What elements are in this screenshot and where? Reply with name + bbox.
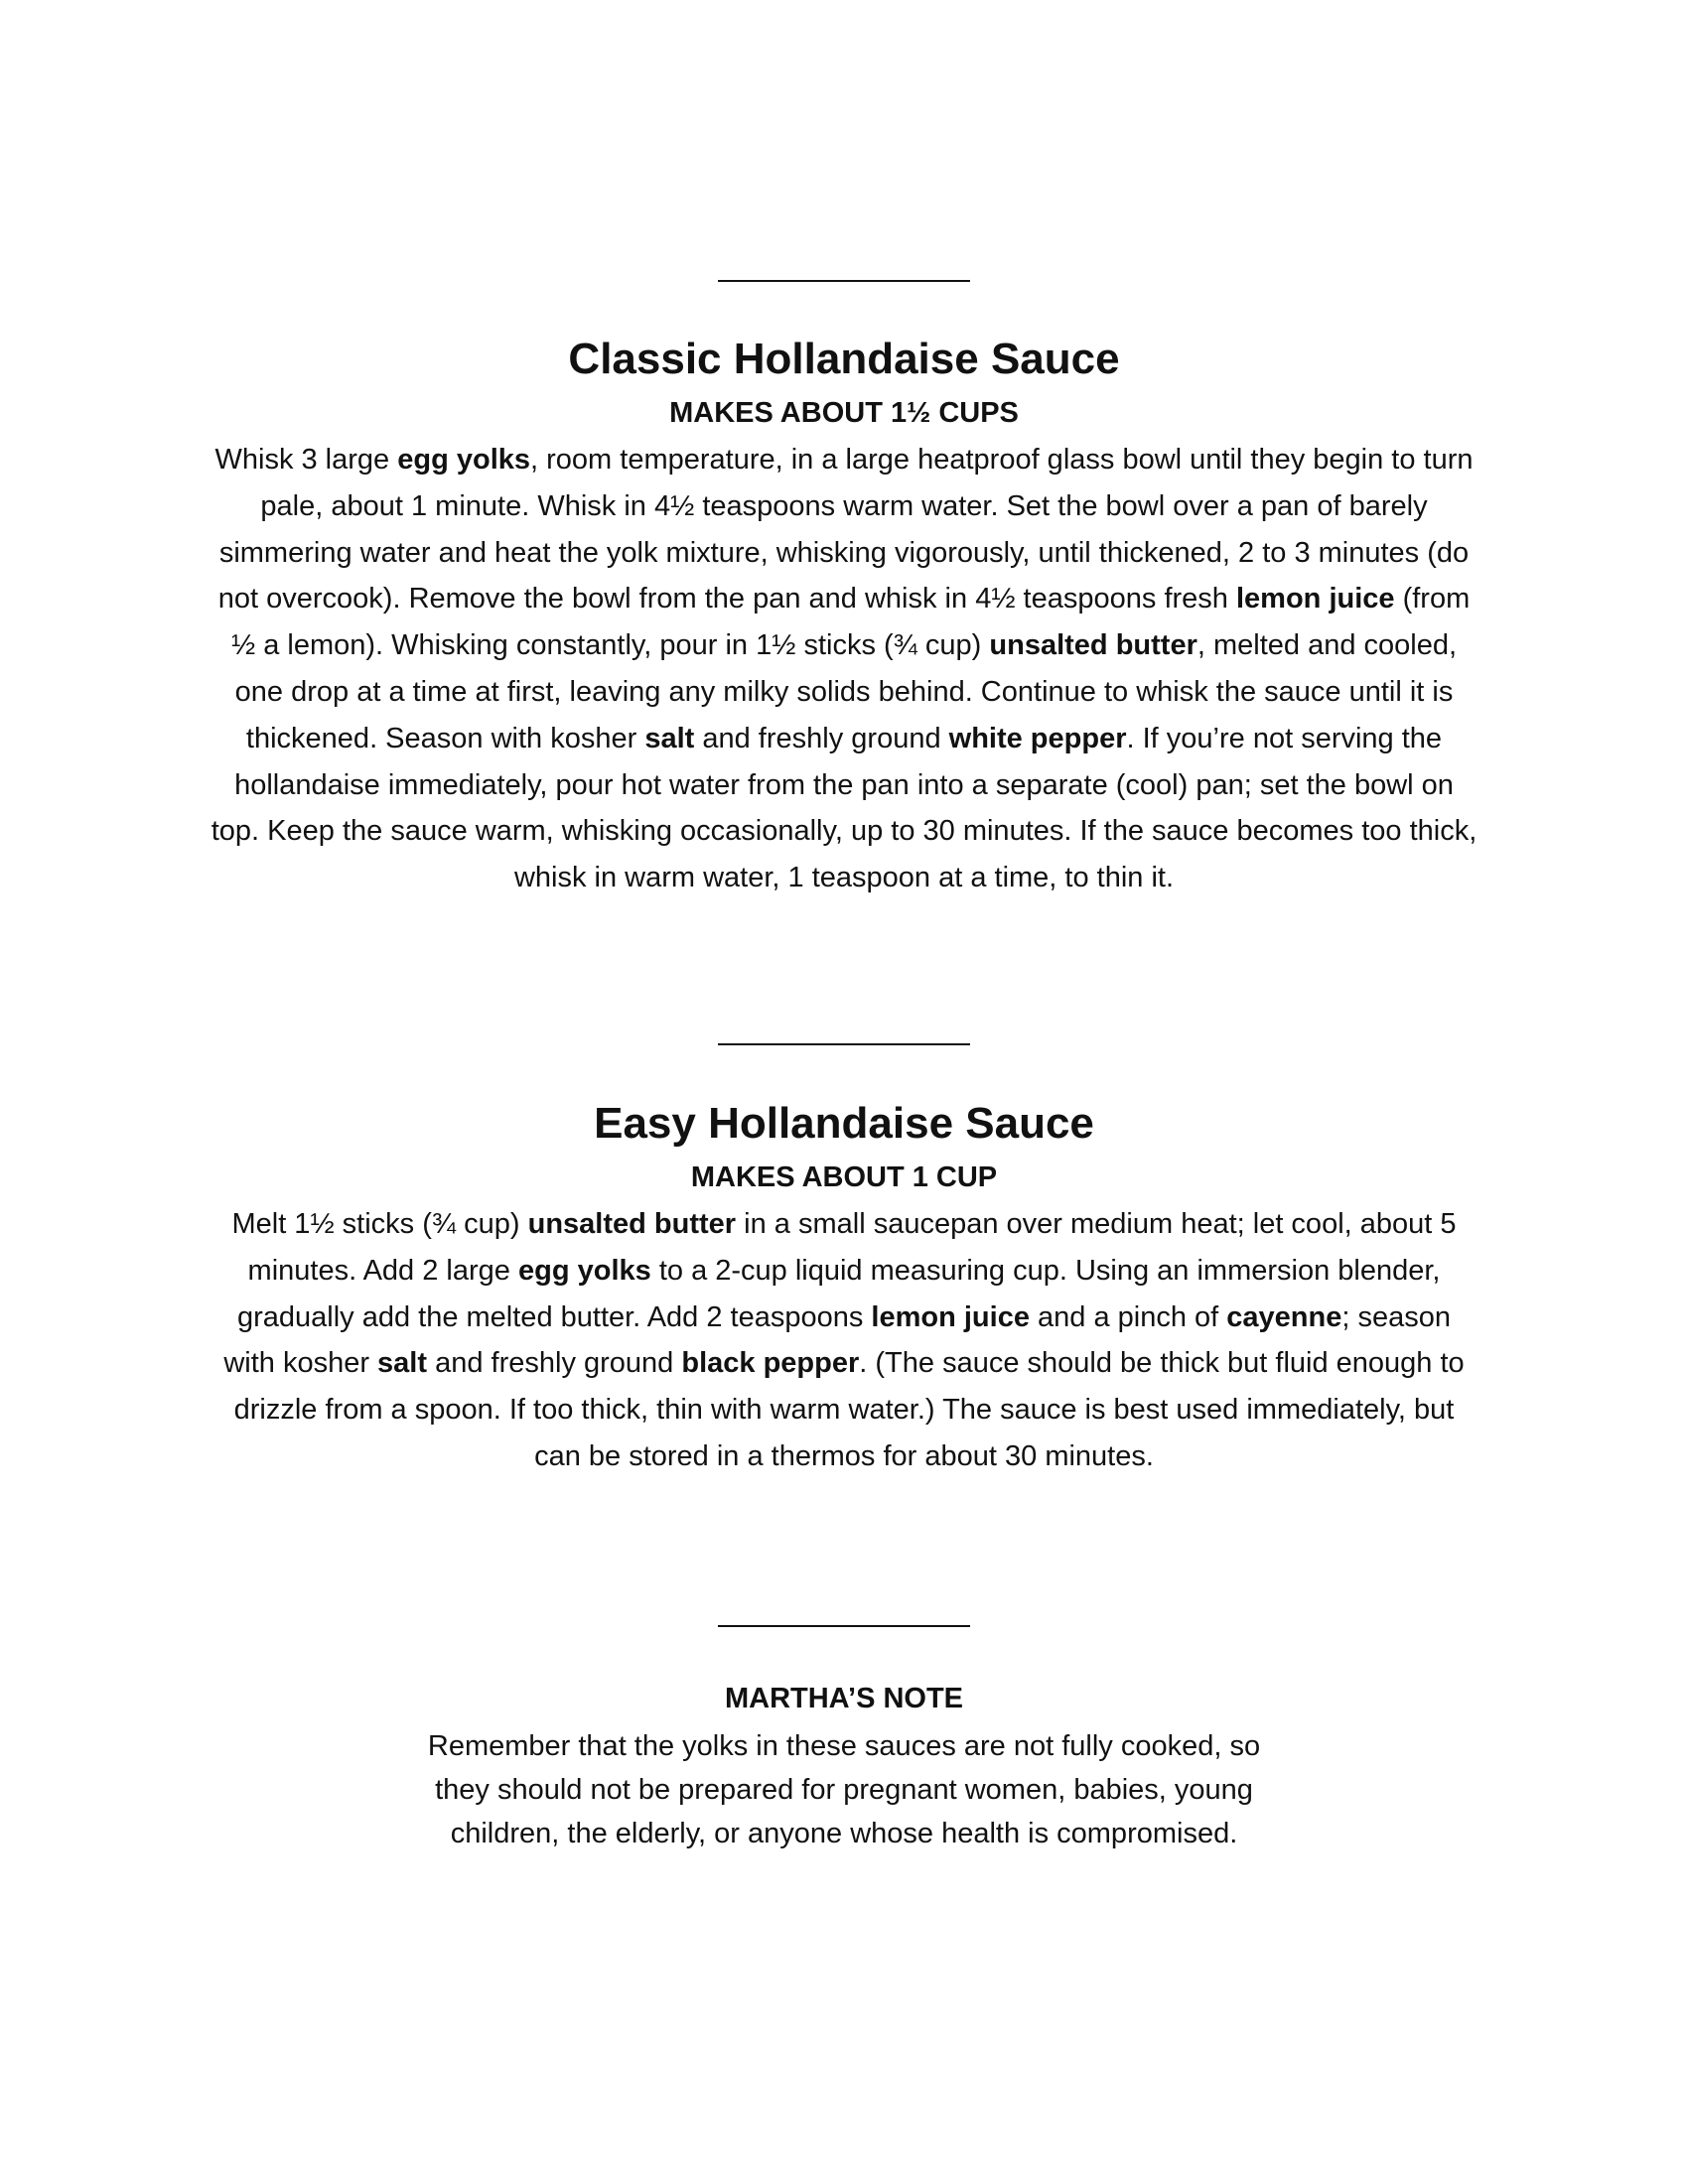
- ingredient-name: lemon juice: [871, 1300, 1030, 1333]
- note-text: Remember that the yolks in these sauces are not fully cooked, so they should not be prepared for pregnant women, babies, young children, the elderly, or anyone whose health is compromised.: [427, 1730, 1261, 1849]
- easy-instructions: [211, 1201, 1477, 1480]
- classic-divider: [718, 280, 970, 282]
- ingredient-name: unsalted butter: [989, 629, 1197, 662]
- ingredient-name: cayenne: [1226, 1300, 1342, 1333]
- easy-yield: MAKES ABOUT 1 CUP: [690, 1161, 998, 1193]
- instruction-text: Melt 1½ sticks (¾ cup): [231, 1208, 528, 1240]
- note-divider: [718, 1625, 970, 1627]
- classic-instructions: [211, 437, 1477, 901]
- instruction-text: (from ½ a lemon). Whisking constantly, pour in 1½ sticks (¾ cup): [230, 583, 1471, 662]
- marthas-note: [0, 1681, 1688, 1855]
- ingredient-name: unsalted butter: [527, 1208, 737, 1240]
- easy-title: Easy Hollandaise Sauce: [594, 1099, 1094, 1148]
- ingredient-name: black pepper: [681, 1347, 860, 1380]
- ingredient-name: egg yolks: [517, 1254, 651, 1287]
- classic-title: Classic Hollandaise Sauce: [568, 335, 1120, 383]
- classic-divider-wrap: [0, 280, 1688, 282]
- instruction-text: . If you’re not serving the hollandaise immediately, pour hot water from the pan into a separate (cool) pan; set the bowl on top. Keep the sauce warm, whisking occasionally, up to 30 minutes. If the sauce becomes too thick, whisk in warm water, 1 teaspoon at a time, to thin it.: [211, 722, 1477, 894]
- instruction-text: , melted and cooled, one drop at a time at first, leaving any milky solids behind. Continue to whisk the sauce until it is thickened. Season with kosher: [234, 629, 1458, 754]
- easy-recipe: [0, 1098, 1688, 1480]
- note-divider-wrap: [0, 1625, 1688, 1627]
- instruction-text: and a pinch of: [1029, 1300, 1227, 1333]
- instruction-text: to a 2-cup liquid measuring cup. Using an immersion blender, gradually add the melted butter. Add 2 teaspoons: [236, 1254, 1441, 1333]
- ingredient-name: lemon juice: [1235, 583, 1395, 615]
- instruction-text: and freshly ground: [694, 722, 949, 754]
- instruction-text: and freshly ground: [427, 1347, 682, 1380]
- classic-yield: MAKES ABOUT 1½ CUPS: [669, 397, 1019, 429]
- instruction-text: , room temperature, in a large heatproof glass bowl until they begin to turn pale, about 1 minute. Whisk in 4½ teaspoons warm water. Set the bowl over a pan of barely simmering water and heat the yolk mixture, whisking vigorously, until thickened, 2 to 3 minutes (do not overcook). Remove the bowl from the pan and whisk in 4½ teaspoons fresh: [217, 444, 1474, 615]
- easy-divider-wrap: [0, 1043, 1688, 1045]
- note-heading: MARTHA’S NOTE: [724, 1683, 964, 1714]
- instruction-text: in a small saucepan over medium heat; let cool, about 5 minutes. Add 2 large: [247, 1208, 1457, 1287]
- instruction-text: Whisk 3 large: [214, 444, 398, 476]
- ingredient-name: egg yolks: [397, 444, 531, 476]
- instruction-text: . (The sauce should be thick but fluid enough to drizzle from a spoon. If too thick, thin with warm water.) The sauce is best used immediately, but can be stored in a thermos for about 30 minutes.: [233, 1347, 1465, 1472]
- easy-divider: [718, 1043, 970, 1045]
- ingredient-name: salt: [644, 722, 695, 754]
- instruction-text: ; season with kosher: [223, 1300, 1452, 1380]
- ingredient-name: salt: [377, 1347, 428, 1380]
- classic-recipe: [0, 334, 1688, 901]
- ingredient-name: white pepper: [948, 722, 1127, 754]
